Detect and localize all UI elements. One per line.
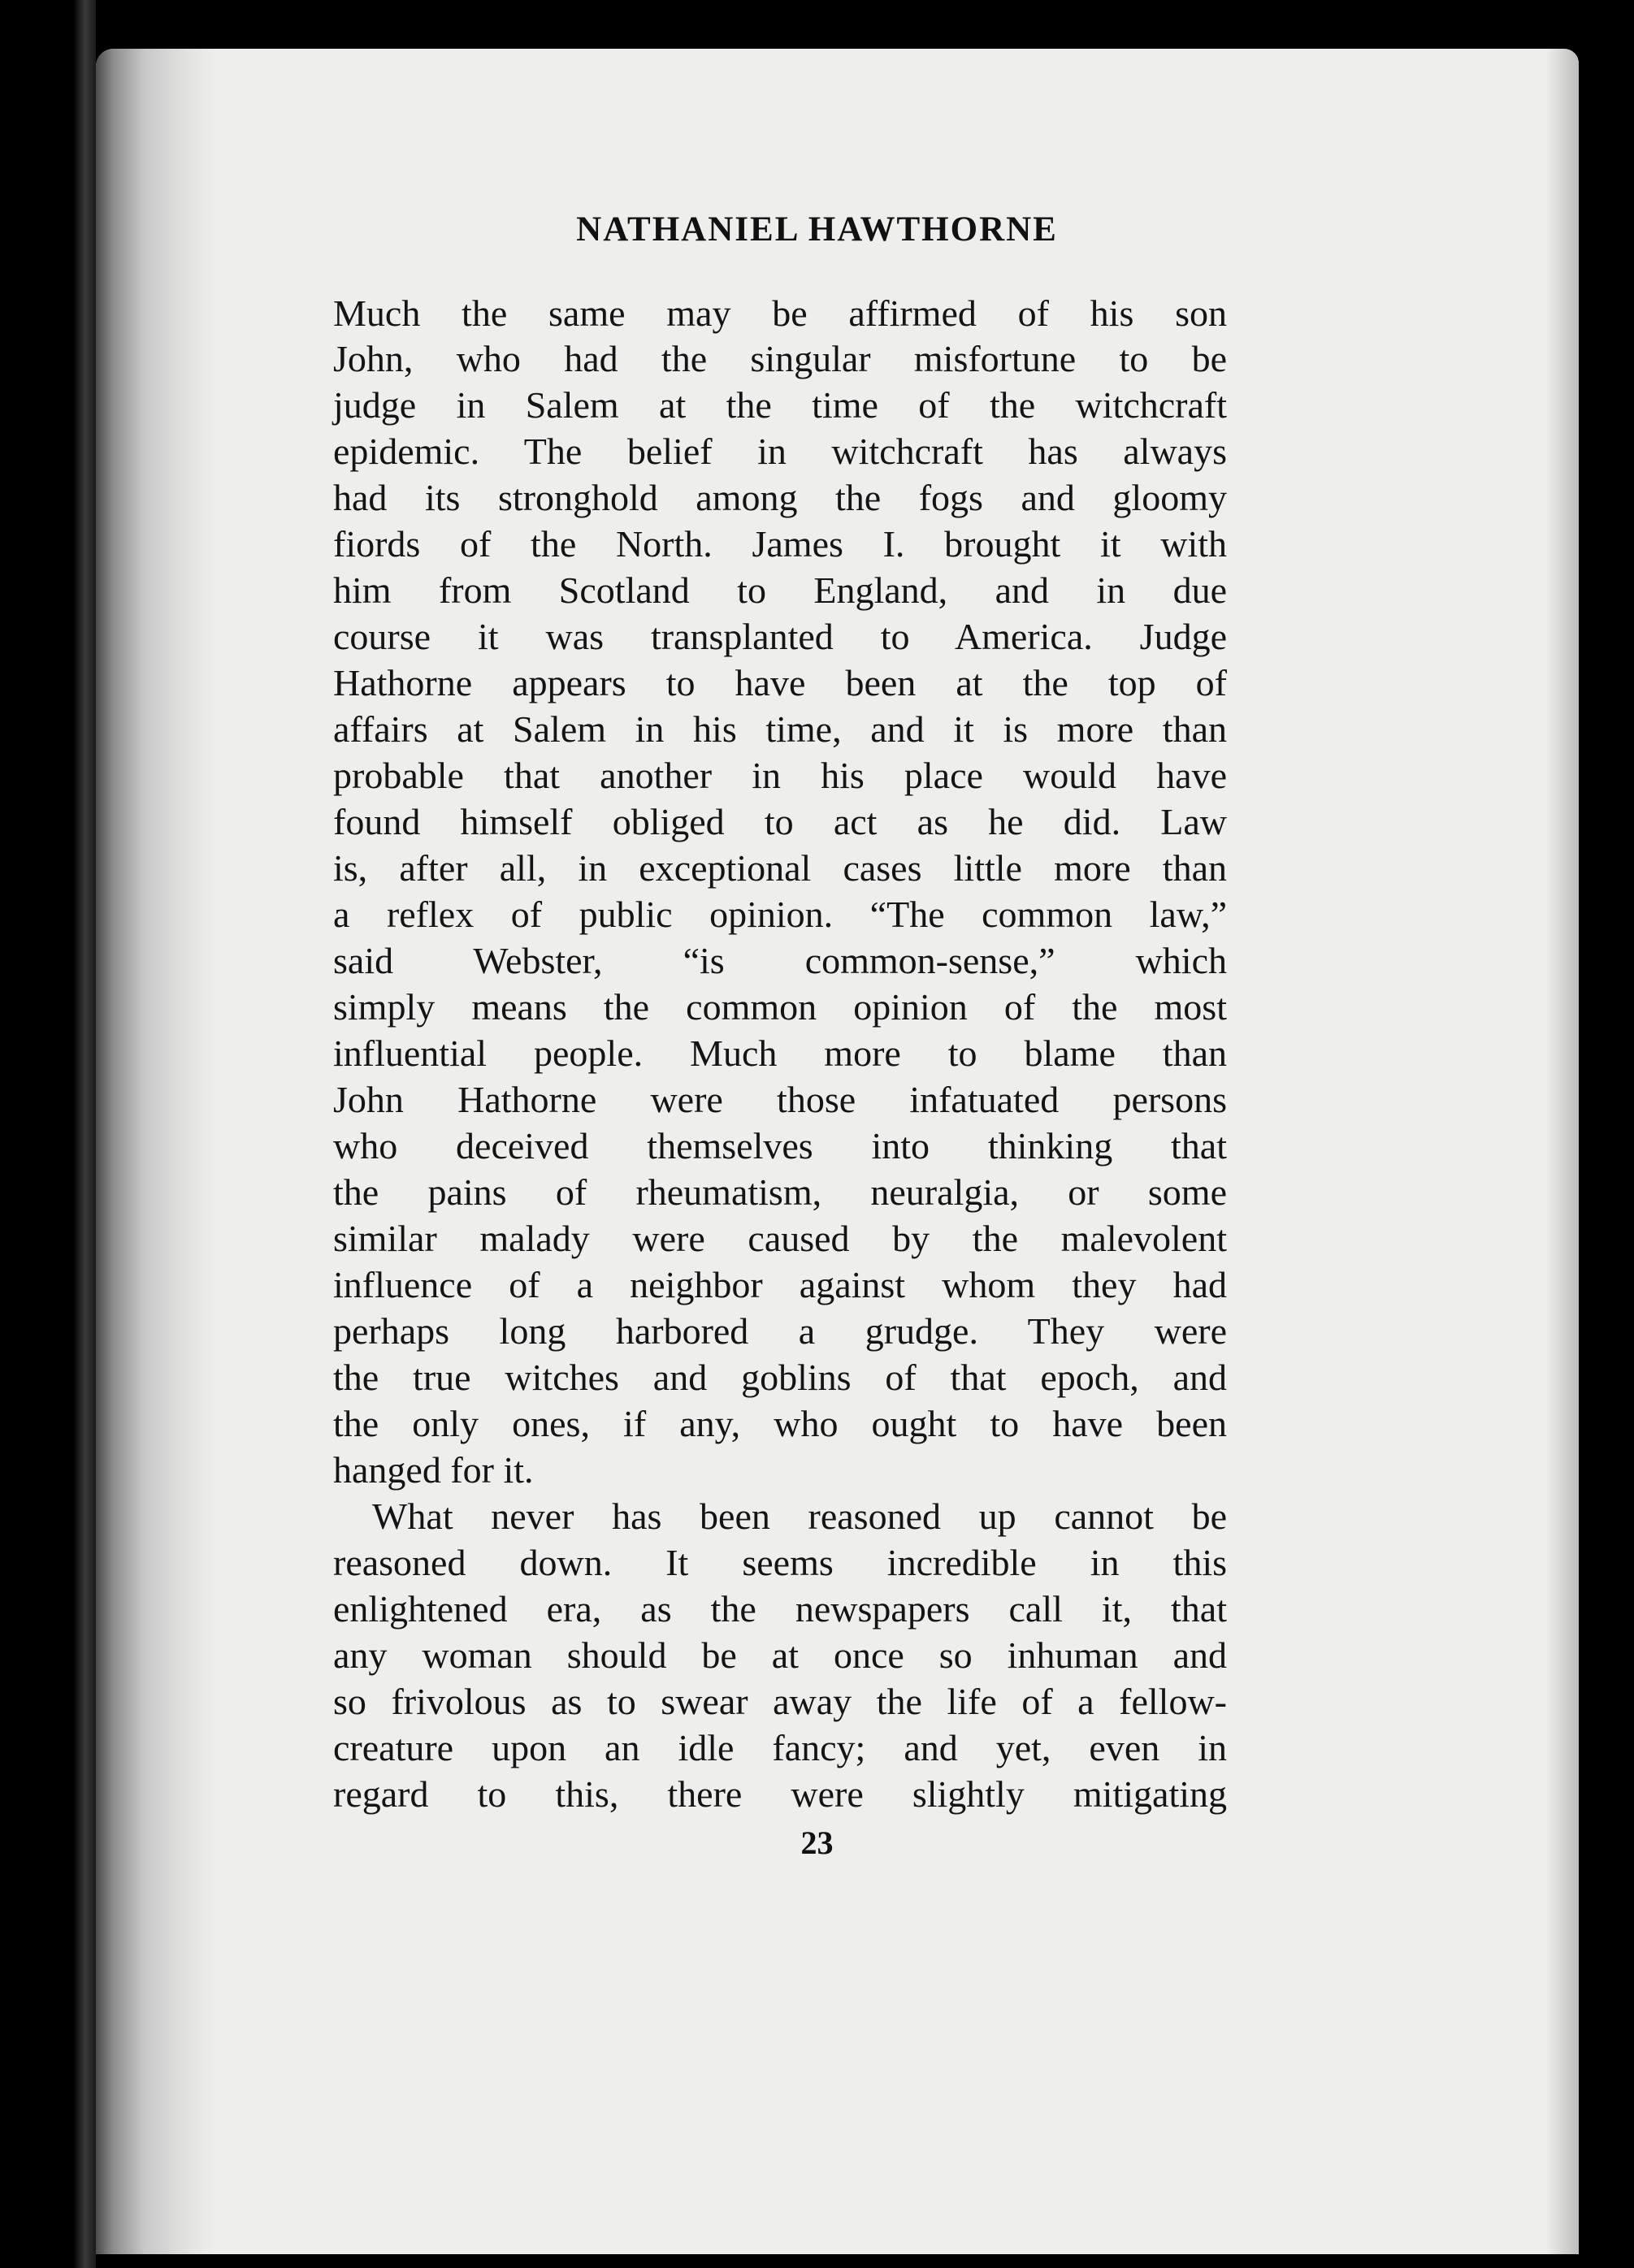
text-line: said Webster, “is common-sense,” which	[333, 940, 1227, 981]
text-line: the only ones, if any, who ought to have been	[333, 1403, 1227, 1444]
text-line: probable that another in his place would have	[333, 755, 1227, 796]
text-line: the true witches and goblins of that epoch, and	[333, 1357, 1227, 1398]
text-line: John Hathorne were those infatuated persons	[333, 1079, 1227, 1120]
text-line: similar malady were caused by the malevolent	[333, 1218, 1227, 1259]
text-line: reasoned down. It seems incredible in this	[333, 1542, 1227, 1583]
text-line: regard to this, there were slightly mitigating	[333, 1773, 1227, 1815]
text-line: hanged for it.	[333, 1449, 534, 1491]
text-line: the pains of rheumatism, neuralgia, or some	[333, 1171, 1227, 1213]
text-line: so frivolous as to swear away the life of a fellow-	[333, 1681, 1227, 1722]
text-line: influential people. Much more to blame than	[333, 1032, 1227, 1074]
text-line: him from Scotland to England, and in due	[333, 569, 1227, 611]
text-line: epidemic. The belief in witchcraft has always	[333, 431, 1227, 472]
running-head: NATHANIEL HAWTHORNE	[576, 210, 1058, 249]
text-line: fiords of the North. James I. brought it with	[333, 523, 1227, 565]
text-line: judge in Salem at the time of the witchcraft	[333, 384, 1227, 426]
page-number: 23	[800, 1824, 834, 1861]
text-line: affairs at Salem in his time, and it is more than	[333, 708, 1227, 750]
book-spine-shadow	[0, 0, 96, 2268]
text-line: any woman should be at once so inhuman and	[333, 1634, 1227, 1676]
text-line: enlightened era, as the newspapers call it, that	[333, 1588, 1227, 1630]
text-line: John, who had the singular misfortune to be	[333, 338, 1227, 379]
text-line: had its stronghold among the fogs and gloomy	[333, 477, 1227, 518]
text-line: What never has been reasoned up cannot be	[372, 1495, 1227, 1537]
text-line: who deceived themselves into thinking that	[333, 1125, 1227, 1166]
text-line: Much the same may be affirmed of his son	[333, 292, 1227, 334]
text-line: perhaps long harbored a grudge. They were	[333, 1310, 1227, 1352]
text-line: a reflex of public opinion. “The common law,”	[333, 894, 1227, 935]
text-line: simply means the common opinion of the most	[333, 986, 1227, 1028]
text-line: is, after all, in exceptional cases little more than	[333, 847, 1227, 889]
text-line: course it was transplanted to America. Judge	[333, 616, 1227, 657]
text-line: Hathorne appears to have been at the top of	[333, 662, 1227, 703]
text-line: found himself obliged to act as he did. Law	[333, 801, 1227, 842]
text-line: creature upon an idle fancy; and yet, even in	[333, 1727, 1227, 1768]
text-line: influence of a neighbor against whom they had	[333, 1264, 1227, 1305]
